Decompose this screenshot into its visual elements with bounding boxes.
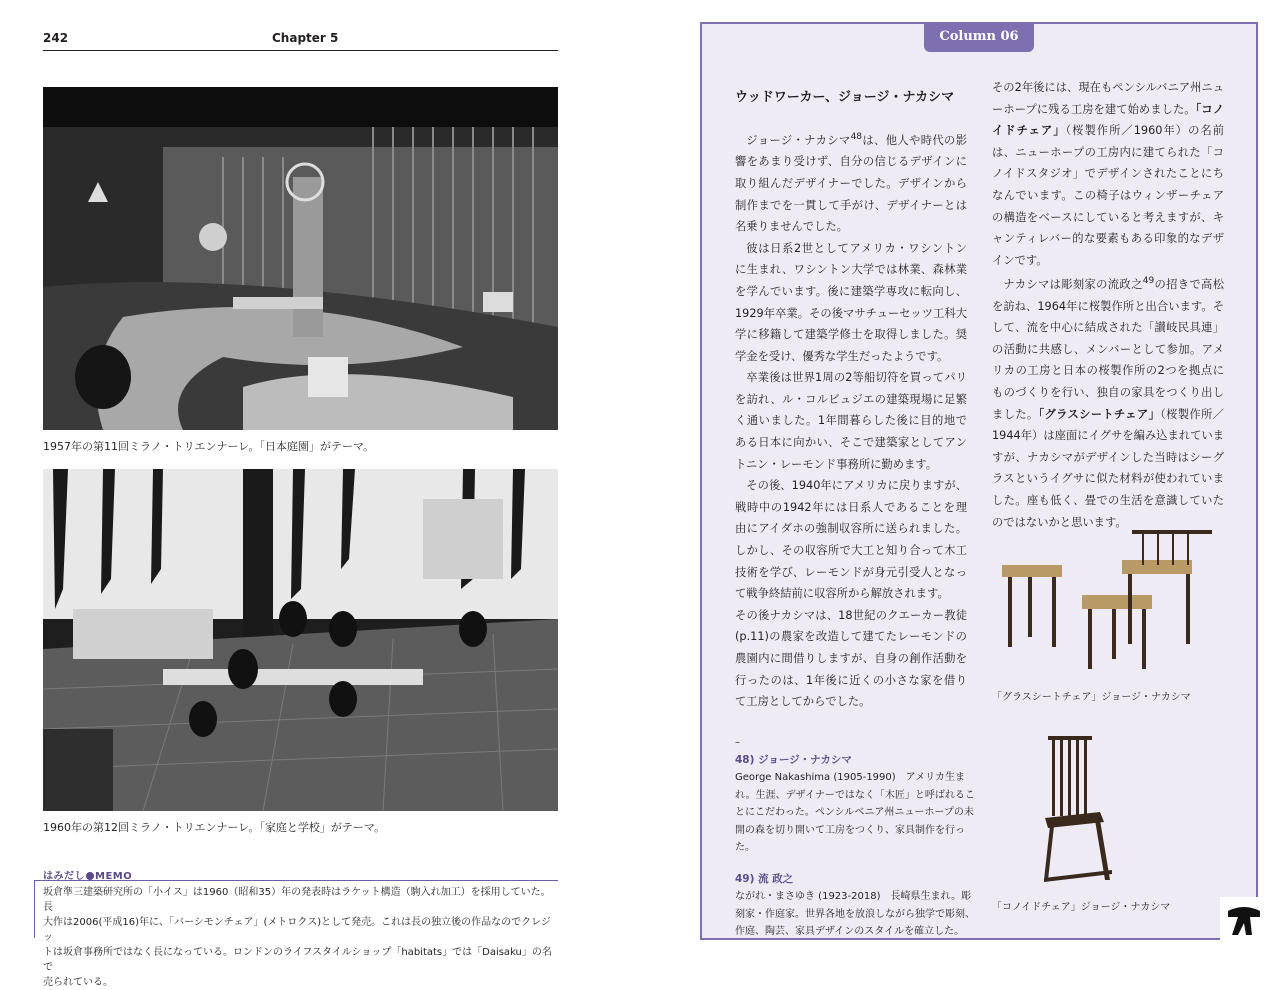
chapter-heading: Chapter 5	[272, 31, 339, 45]
memo-line: トは坂倉事務所ではなく長になっている。ロンドンのライフスタイルショップ「habitats」では「Daisaku」の名で	[43, 947, 552, 973]
paragraph: 卒業後は世界1周の2等船切符を買ってパリを訪れ、ル・コルビュジエの建築現場に足繁く通いました。1年間暮らした後に目的地である日本に向かい、そこで建築家としてアントニン・レーモンド事務所に勤めます。	[735, 371, 967, 471]
memo-label-text: はみだし	[43, 871, 85, 882]
paragraph	[735, 127, 967, 238]
footnote-48-body: George Nakashima (1905-1990) アメリカ生まれ。生涯、デザイナーではなく「木匠」と呼ばれることにこだわった。ペンシルベニア州ニューホープの未開の森を切り開いて工房をつくり、家具制作を行った。	[735, 772, 975, 853]
footnotes	[735, 734, 975, 941]
memo-label-memo: MEMO	[95, 871, 133, 882]
memo-line: 坂倉準三建築研究所の「小イス」は1960（昭和35）年の発表時はラケット構造（駒入れ加工）を採用していた。長	[43, 887, 551, 913]
page-number: 242	[43, 31, 69, 45]
footnote-49-head: 49) 流 政之	[735, 872, 794, 885]
photo-1957-triennale	[43, 87, 558, 430]
paragraph: その後、1940年にアメリカに戻りますが、戦時中の1942年には日系人であることを理由にアイダホの強制収容所に送られました。しかし、その収容所で大工と知り合って木工技術を学び、レーモンドが身元引受人となって戦争終結前に収容所から解放されます。	[735, 479, 967, 601]
column-text-b	[992, 77, 1224, 533]
footnote-ref-48: 48	[850, 132, 863, 142]
footnote-48-head: 48) ジョージ・ナカシマ	[735, 753, 852, 766]
memo-line: 売られている。	[43, 977, 113, 988]
paragraph	[992, 77, 1224, 271]
column-text-a	[735, 127, 967, 713]
conoid-chair-image	[1040, 730, 1120, 890]
chair-caption-1: 「グラスシートチェア」ジョージ・ナカシマ	[992, 692, 1191, 703]
bold-term: 「グラスシートチェア」	[1038, 407, 1161, 421]
paragraph: その後ナカシマは、18世紀のクエーカー教徒(p.11)の農家を改造して建てたレーモンドの農園内に間借りしますが、自身の創作活動を行ったのは、1年後に近くの小さな家を借りて工房としてからでした。	[735, 608, 967, 709]
left-page	[0, 0, 640, 988]
text-run: は、他人や時代の影響をあまり受けず、自分の信じるデザインに取り組んだデザイナーでした。デザインから制作までを一貫して手がけ、デザイナーとは名乗りませんでした。	[735, 133, 967, 234]
footnote-49-body: ながれ・まさゆき (1923-2018) 長崎県生まれ。彫刻家・作庭家。世界各地を放浪しながら独学で彫刻、作庭、陶芸、家具デザインのスタイルを確立した。	[735, 891, 975, 937]
text-run: ナカシマは彫刻家の流政之	[1003, 278, 1143, 292]
text-run: （桜製作所／1944年）は座面にイグサを編み込まれていますが、ナカシマがデザインした当時はシーグラスというイグサに似た材料が使われていました。座も低く、畳での生活を意識していたのではないかと思います。	[992, 407, 1224, 529]
memo-dot-icon	[86, 872, 94, 880]
footnote-dash: –	[735, 737, 740, 748]
footnote-ref-49: 49	[1142, 276, 1155, 287]
caption-photo-2: 1960年の第12回ミラノ・トリエンナーレ。「家庭と学校」がテーマ。	[43, 821, 386, 834]
column-title: ウッドワーカー、ジョージ・ナカシマ	[735, 90, 955, 105]
bold-term: 「コノイドチェア」	[992, 102, 1224, 138]
text-run: ジョージ・ナカシマ	[746, 133, 851, 147]
grass-seat-chair-image	[992, 520, 1232, 680]
paragraph	[992, 271, 1224, 533]
text-run: （桜製作所／1960年）の名前は、ニューホープの工房内に建てられた「コノイドスタジオ」でデザインされたことにちなんでいます。この椅子はウィンザーチェアの構造をベースにしていると考えますが、キャンティレバー的な要素もある印象的なデザインです。	[992, 124, 1224, 267]
header-rule	[43, 50, 558, 51]
corner-logo-icon	[1220, 897, 1268, 945]
memo-box	[34, 880, 558, 988]
text-run: その2年後には、現在もペンシルバニア州ニューホープに残る工房を建て始めました。	[992, 81, 1224, 116]
caption-photo-1: 1957年の第11回ミラノ・トリエンナーレ。「日本庭園」がテーマ。	[43, 440, 375, 453]
memo-line: 大作は2006(平成16)年に、「バーシモンチェア」(メトロクス)として発売。これは長の独立後の作品なのでクレジッ	[43, 917, 551, 943]
photo-1960-triennale	[43, 469, 558, 811]
text-run: の招きで高松を訪ね、1964年に桜製作所と出合います。そして、流を中心に結成された「讃岐民具連」の活動に共感し、メンバーとして参加。アメリカの工房と日本の桜製作所の2つを拠点にものづくりを行い、独自の家具をつくり出しました。	[992, 278, 1224, 421]
paragraph: 彼は日系2世としてアメリカ・ワシントンに生まれ、ワシントン大学では林業、森林業を学んでいます。後に建築学専攻に転向し、1929年卒業。その後マサチューセッツ工科大学に移籍して建築学修士を取得しました。奨学金を受け、優秀な学生だったようです。	[735, 241, 967, 363]
right-page	[640, 0, 1280, 962]
column-tab: Column 06	[924, 22, 1034, 52]
chair-caption-2: 「コノイドチェア」ジョージ・ナカシマ	[992, 902, 1171, 913]
